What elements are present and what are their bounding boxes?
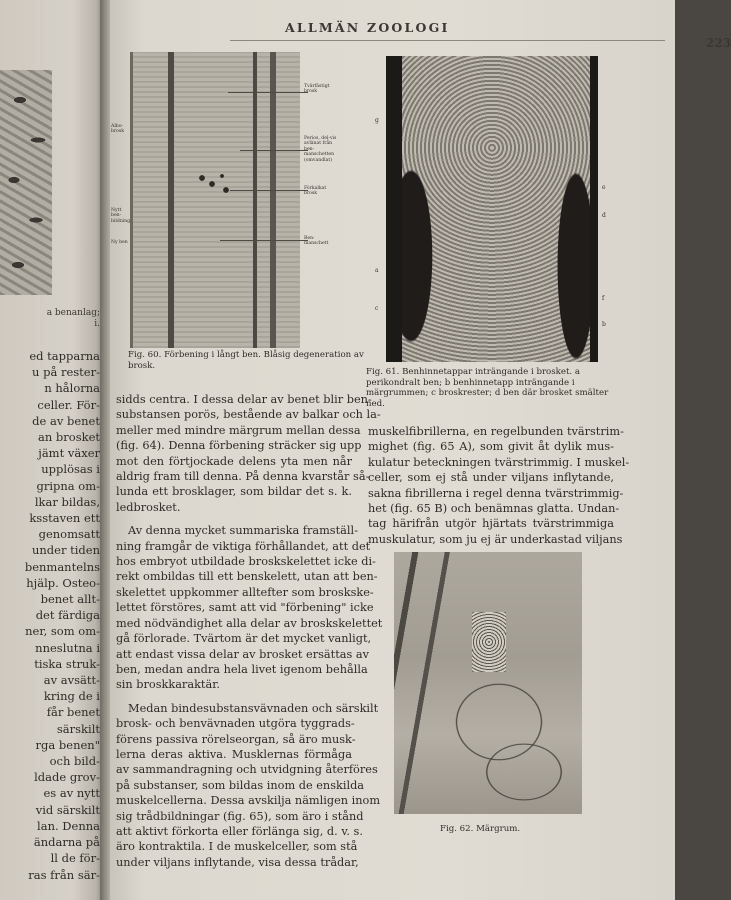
text-line: gå förlorade. Tvärtom är det mycket vanligt, <box>116 632 372 646</box>
text-line: celler, som ej stå under viljans inflytande, <box>368 471 614 485</box>
text-line: sidds centra. I dessa delar av benet blir ben- <box>116 393 372 406</box>
text-line: brosk- och benvävnaden utgöra tyggrads- <box>116 717 355 731</box>
text-line: ksstaven ett <box>29 511 100 526</box>
text-line: särskilt <box>56 721 100 736</box>
text-line: meller med mindre märgrum mellan dessa <box>116 423 361 437</box>
text-line: sakna fibrillerna i regel denna tvärstrimmig- <box>368 486 624 500</box>
text-line: jämt växer <box>38 446 100 461</box>
text-line: mighet (fig. 65 A), som givit åt dylik mus- <box>368 440 614 454</box>
text-column-left <box>116 392 383 870</box>
text-line: kulatur beteckningen tvärstrimmig. I muskel- <box>368 455 630 469</box>
figure-60-caption: Fig. 60. Förbening i långt ben. Blåsig degeneration av brosk. <box>128 350 364 371</box>
text-line: under tiden <box>31 543 100 558</box>
text-line: (fig. 64). Denna förbening sträcker sig upp <box>116 439 362 453</box>
text-line: substansen porös, bestående av balkar och la- <box>116 408 381 422</box>
text-line: under viljans inflytande, visa dessa trådar, <box>116 855 359 869</box>
text-line: genomsatt <box>38 527 100 542</box>
text-line: ll de för- <box>50 851 100 866</box>
text-line: an brosket <box>38 430 100 445</box>
figure-61-letter: g <box>375 117 379 124</box>
figure-60-leader <box>230 190 308 191</box>
text-line: n hålorna <box>44 381 100 396</box>
figure-60-micrograph <box>130 52 300 348</box>
text-line: ras från sär- <box>28 867 100 882</box>
figure-61-micrograph <box>386 56 598 362</box>
text-line: att aktivt förkorta eller förlänga sig, d. v. s. <box>116 824 363 838</box>
text-line: lerna deras aktiva. Musklernas förmåga <box>116 747 352 761</box>
left-page-figure <box>0 70 52 295</box>
figure-62-micrograph <box>394 552 582 814</box>
figure-60-leader <box>228 92 308 93</box>
text-line: hos embryot utbildade broskskelettet icke di- <box>116 555 376 569</box>
text-line: och bild- <box>49 754 100 769</box>
text-line: med nödvändighet alla delar av broskskelettet <box>116 616 383 630</box>
figure-60-spots <box>196 170 236 200</box>
text-line: på substanser, som bildas inom de enskilda <box>116 778 365 792</box>
figure-61-caption: Fig. 61. Benhinnetappar inträngande i brosket. a perikondralt ben; b benhinnetapp inträngande i märgrummen; c broskrester; d ben där brosket smälter ned. <box>366 367 609 409</box>
text-line: lkar bildas, <box>34 494 100 509</box>
text-line: mot den förtjockade delens yta men når <box>116 454 352 468</box>
text-line: av avsätt- <box>43 673 100 688</box>
page-number: 223 <box>706 36 731 50</box>
text-line: sin broskkaraktär. <box>116 678 220 692</box>
left-page-caption <box>0 308 100 330</box>
figure-60-leader <box>240 150 308 151</box>
left-caption-line: a benanlag; <box>46 308 100 318</box>
text-line: skelettet uppkommer alltefter som broskske- <box>116 585 374 599</box>
text-line: ning framgår de viktiga förhållandet, att det <box>116 539 371 553</box>
text-line: av sammandragning och utvidgning återföres <box>116 763 378 777</box>
text-line: sig trådbildningar (fig. 65), som äro i stånd <box>116 809 364 823</box>
text-line: lunda ett brosklager, som bildar det s. k. <box>116 485 352 499</box>
text-line: att endast vissa delar av brosket ersättas av <box>116 647 369 661</box>
figure-62-caption: Fig. 62. Märgrum. <box>440 824 521 834</box>
text-column-right <box>368 424 630 547</box>
text-line: es av nytt <box>43 786 100 801</box>
text-line: lan. Denna <box>37 818 100 833</box>
text-line: rekt ombildas till ett benskelett, utan att ben- <box>116 570 378 584</box>
left-page <box>0 0 104 900</box>
text-line: ändarna på <box>33 835 100 850</box>
figure-61-border <box>386 56 402 362</box>
text-line: äro kontraktila. I de muskelceller, som stå <box>116 840 358 854</box>
text-line: upplösas i <box>41 462 100 477</box>
text-line: det färdiga <box>35 608 100 623</box>
figure-61-letter: d <box>602 212 606 219</box>
text-line: vid särskilt <box>35 802 100 817</box>
text-line: får benet <box>46 705 100 720</box>
figure-60-label: Förkalkat brosk <box>304 186 327 197</box>
text-line: tiska struk- <box>34 656 100 671</box>
figure-60-label: Nytt ben-bildning <box>111 208 131 224</box>
figure-61-border <box>590 56 598 362</box>
text-line: benet allt- <box>40 592 100 607</box>
figure-60-label: Ben-manschett <box>304 236 329 247</box>
figure-61-letter: b <box>602 321 606 328</box>
paragraph-gap <box>116 515 352 523</box>
text-line: ledbrosket. <box>116 500 181 514</box>
figure-60-leader <box>220 240 308 241</box>
text-line: gripna om- <box>36 478 100 493</box>
left-caption-line: i. <box>94 319 100 329</box>
text-line: lettet förstöres, samt att vid "förbening" icke <box>116 601 374 615</box>
text-line: nneslutna i <box>35 640 100 655</box>
text-line: het (fig. 65 B) och benämnas glatta. Undan- <box>368 502 620 516</box>
text-line: muskulatur, som ju ej är underkastad viljans <box>368 532 623 546</box>
text-line: rga benen" <box>35 737 100 752</box>
text-line: de av benet <box>32 413 100 428</box>
text-line: hjälp. Osteo- <box>26 575 100 590</box>
text-line: ed tapparna <box>29 349 100 363</box>
figure-62-marrow <box>472 612 506 672</box>
right-page <box>110 0 731 900</box>
text-line: ben, medan andra hela livet igenom behålla <box>116 662 368 676</box>
text-line: Medan bindesubstansvävnaden och särskilt <box>128 701 379 715</box>
text-line: förens passiva rörelseorgan, så äro musk- <box>116 732 356 746</box>
figure-61-letter: e <box>602 184 606 191</box>
text-line: muskelfibrillerna, en regelbunden tvärstrim- <box>368 425 624 438</box>
figure-60-label: Perios, del-vis avlänat från ben-manschetten (omvandlat) <box>304 136 337 163</box>
figure-60-label: Ny ben <box>111 240 128 245</box>
figure-60-label: Albo-brosk <box>111 124 125 135</box>
text-line: Av denna mycket summariska framställ- <box>128 524 358 538</box>
text-line: celler. För- <box>37 397 100 412</box>
text-line: ldade grov- <box>34 770 100 785</box>
running-title: ALLMÄN ZOOLOGI <box>285 20 450 35</box>
figure-61-letter: c <box>375 305 379 312</box>
text-line: u på rester- <box>32 365 100 380</box>
paragraph-gap <box>116 693 352 701</box>
figure-61-letter: f <box>602 295 605 302</box>
text-line: ner, som om- <box>25 624 100 639</box>
figure-61-letter: a <box>375 267 379 274</box>
text-line: benmantelns <box>24 559 100 574</box>
text-line: kring de i <box>43 689 100 704</box>
figure-60-label: Tvärfästigt brosk <box>304 84 330 95</box>
text-line: aldrig fram till denna. På denna kvarstår så- <box>116 470 370 484</box>
header-rule <box>230 40 665 41</box>
left-page-text <box>0 348 100 883</box>
text-line: muskelcellerna. Dessa avskilja nämligen inom <box>116 794 381 808</box>
text-line: tag härifrån utgör hjärtats tvärstrimmiga <box>368 517 614 531</box>
